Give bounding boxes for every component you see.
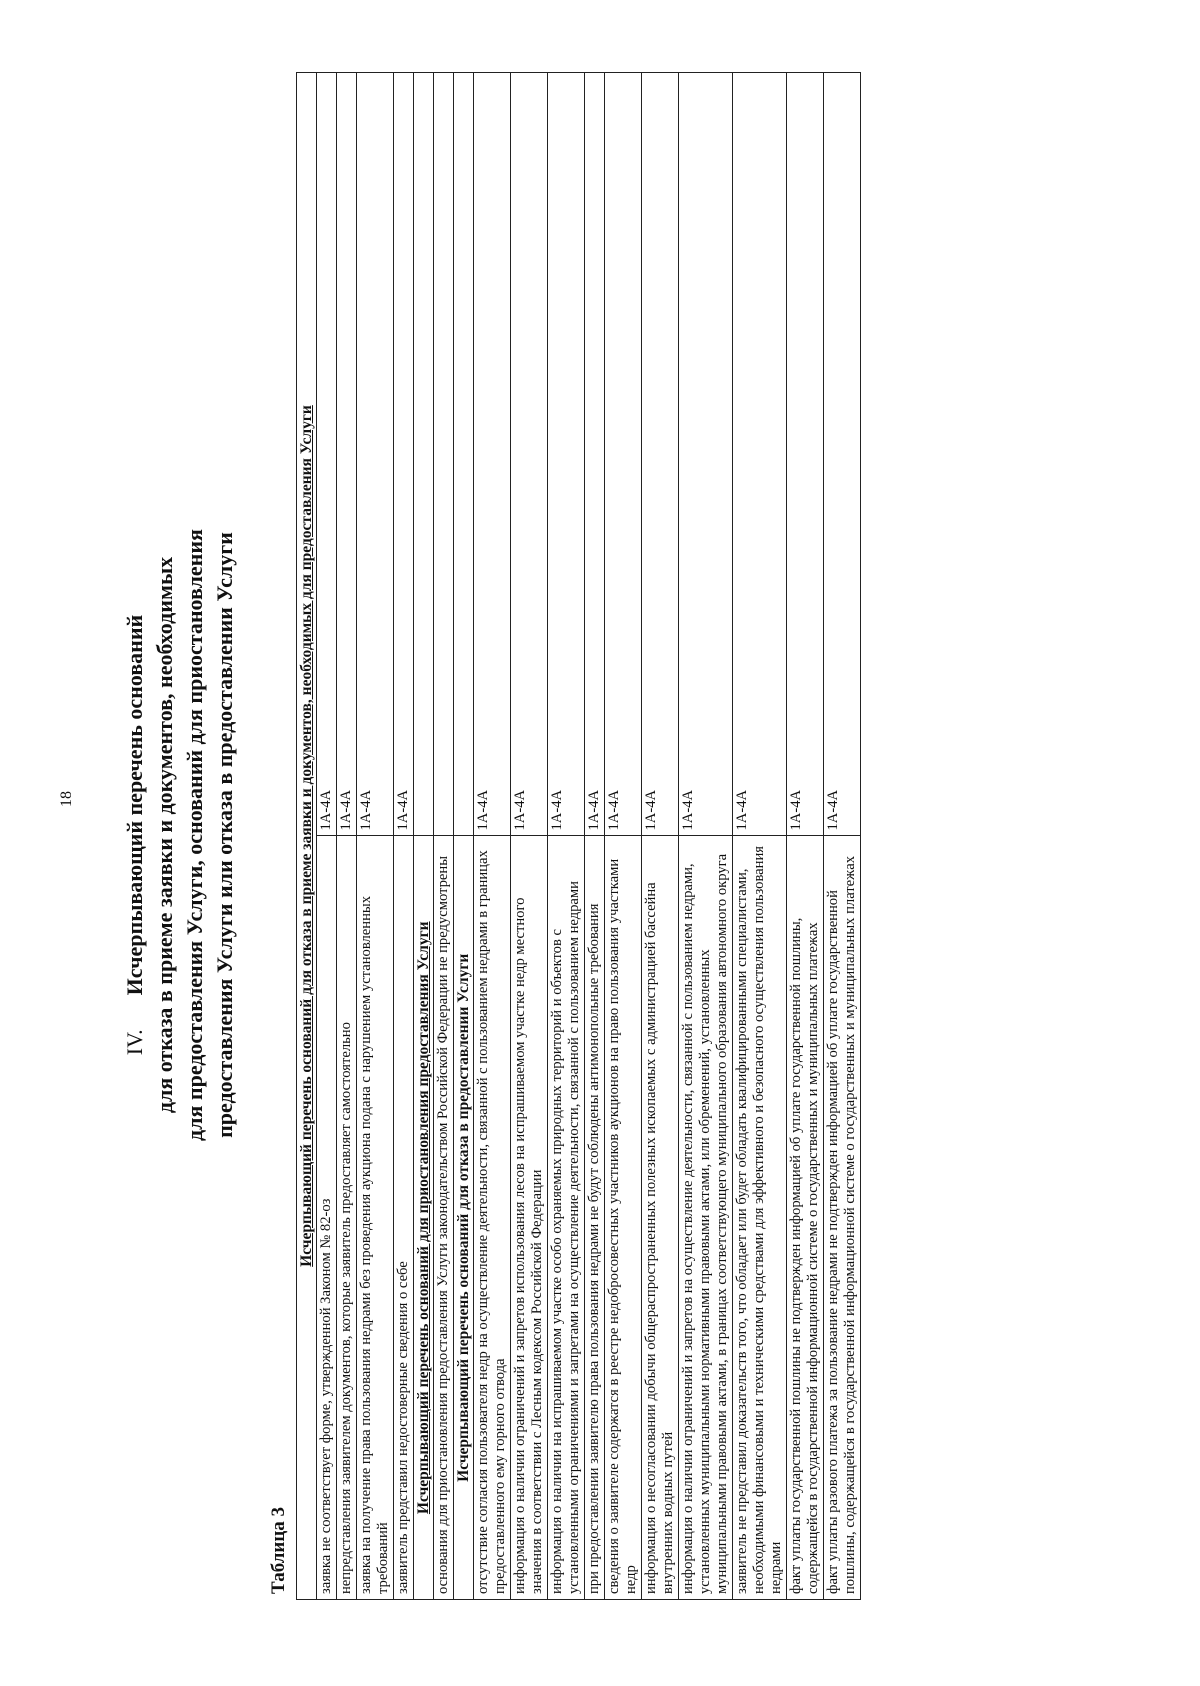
empty-cell: [414, 73, 434, 837]
reason-text: заявка на получение права пользования недрами без проведения аукциона подана с нарушением установленных требований: [357, 836, 394, 1600]
table-row: [511, 73, 548, 1600]
reason-text: информация о несогласовании добычи общераспространенных полезных ископаемых с администрацией бассейна внутренних водных путей: [642, 836, 679, 1600]
reason-text: заявитель не представил доказательств того, что обладает или будет обладать квалифицированными специалистами, необходимыми финансовыми и техническими средствами для эффективного и безопасного осуществления пользования недрами: [733, 836, 787, 1600]
reason-text: информация о наличии ограничений и запретов использования лесов на испрашиваемом участке недр местного значения в соответствии с Лесным кодексом Российской Федерации: [511, 836, 548, 1600]
reason-text: факт уплаты государственной пошлины не подтвержден информацией об уплате государственной пошлины, содержащейся в государственной информационной системе о государственных и муниципальных платежах: [787, 836, 824, 1600]
reason-code: 1А-4А: [787, 73, 824, 837]
rotated-page-content: [120, 70, 1120, 1600]
reason-code: 1А-4А: [548, 73, 585, 837]
empty-cell: [454, 73, 474, 837]
section-header-row: [454, 73, 474, 1600]
heading-line-1: Исчерпывающий перечень оснований: [122, 614, 147, 996]
table-row: [434, 73, 454, 1600]
heading-line-2: для отказа в приеме заявки и документов, необходимых: [152, 556, 177, 1114]
reason-text: сведения о заявителе содержатся в реестре недобросовестных участников аукционов на право пользования участками недр: [605, 836, 642, 1600]
table-row: [642, 73, 679, 1600]
reason-text: факт уплаты разового платежа за пользование недрами не подтвержден информацией об уплате государственной пошлины, содержащейся в государственной информационной системе о государственных и муниципальных платежах: [824, 836, 861, 1600]
reason-text: отсутствие согласия пользователя недр на осуществление деятельности, связанной с пользованием недрами в границах предоставленного ему горного отвода: [474, 836, 511, 1600]
reason-code: 1А-4А: [337, 73, 357, 837]
reason-code: 1А-4А: [605, 73, 642, 837]
table-row: [787, 73, 824, 1600]
reason-text: основания для приостановления предоставления Услуги законодательством Российской Федерации не предусмотрены: [434, 836, 454, 1600]
reason-text: непредставления заявителем документов, которые заявитель предоставляет самостоятельно: [337, 836, 357, 1600]
section-title-refusal-service: Исчерпывающий перечень оснований для отказа в предоставлении Услуги: [454, 836, 474, 1600]
page-number: 18: [58, 791, 75, 807]
table-row: [394, 73, 414, 1600]
table-row: [337, 73, 357, 1600]
table-row: [357, 73, 394, 1600]
reason-code: 1А-4А: [511, 73, 548, 837]
table-caption: Таблица 3: [268, 1506, 289, 1594]
reason-code: 1А-4А: [474, 73, 511, 837]
table-row: [548, 73, 585, 1600]
heading-line-3: для предоставления Услуги, оснований для приостановления: [182, 529, 207, 1141]
reason-code: 1А-4А: [585, 73, 605, 837]
reasons-table: [296, 72, 861, 1600]
reason-code: 1А-4А: [733, 73, 787, 837]
reason-code: 1А-4А: [642, 73, 679, 837]
reason-text: информация о наличии на испрашиваемом участке особо охраняемых природных территорий и объектов с установленными ограничениями и запретами на осуществление деятельности, связанной с пользованием недрами: [548, 836, 585, 1600]
reason-text: при предоставлении заявителю права пользования недрами не будут соблюдены антимонопольные требования: [585, 836, 605, 1600]
reason-text: заявитель представил недостоверные сведения о себе: [394, 836, 414, 1600]
section-number: IV.: [122, 1029, 147, 1056]
table-row: [679, 73, 733, 1600]
section-header-row: [297, 73, 317, 1600]
reason-code: 1А-4А: [394, 73, 414, 837]
table-row: [474, 73, 511, 1600]
reason-text: заявка не соответствует форме, утвержденной Законом № 82-оз: [317, 836, 337, 1600]
section-heading: [120, 70, 240, 1600]
heading-line-4: предоставления Услуги или отказа в предоставлении Услуги: [212, 532, 237, 1138]
table-row: [733, 73, 787, 1600]
table-row: [824, 73, 861, 1600]
reason-code: 1А-4А: [824, 73, 861, 837]
table-row: [585, 73, 605, 1600]
reason-text: информация о наличии ограничений и запретов на осуществление деятельности, связанной с пользованием недрами, установленных муниципальными нормативными правовыми актами, или обременений, установленных муниципальными правовыми актами, в границах соответствующего муниципального образования автономного округа: [679, 836, 733, 1600]
reason-code: 1А-4А: [357, 73, 394, 837]
section-header-row: [414, 73, 434, 1600]
section-title-refusal-accept: Исчерпывающий перечень оснований для отказа в приеме заявки и документов, необходимых для предоставления Услуги: [297, 73, 317, 1600]
reason-code: [434, 73, 454, 837]
reason-code: 1А-4А: [679, 73, 733, 837]
table-row: [605, 73, 642, 1600]
table-row: [317, 73, 337, 1600]
reason-code: 1А-4А: [317, 73, 337, 837]
section-title-suspension: Исчерпывающий перечень оснований для приостановления предоставления Услуги: [414, 836, 434, 1600]
